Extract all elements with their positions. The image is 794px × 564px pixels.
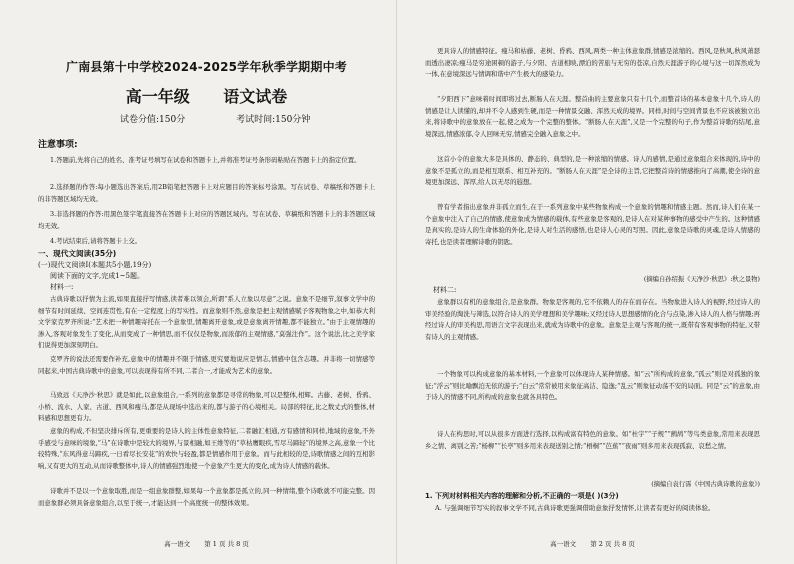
notice-item: 2.选择题的作答:每小题选出答案后,用2B铅笔把答题卡上对应题目的答案标号涂黑。写在试卷、草稿纸和答题卡上的非答题区域均无效。	[38, 183, 375, 203]
passage-paragraph: “夕阳西下”意味着时间即将过去,断肠人在天涯。整首曲的主要意象只有十几个,而整首诗的基本意象十几个,诗人的情感是让人读懂的,却并不令人感到生硬,而是一种情景交融、浑然天成的境界。同样,时间与空间背景也不应该被独立出来,将诗歌中的意象放在一起,使之成为一个完整的整体。“断肠人在天涯”,又是一个完整的句子,作为整首诗歌的结尾,意境深远,情感浓郁,令人回味无穷,情感完全融入意象之中。	[425, 95, 760, 138]
question-option-a: A. 与强调细节写实的叙事文学不同,古典诗歌更强调借助意象抒发情怀,让读者有更好的阅读体验。	[435, 504, 715, 512]
page-2	[397, 0, 794, 564]
passage-paragraph: 诗人在构思时,可以从很多方面进行选择,以构成富有特色的意象。如“杜宇”“子规”“鹧鸪”等鸟类意象,常用来表现思乡之情、离别之苦;“杨柳”“长亭”则多用来表现送别之情;“梧桐”“芭蕉”“夜雨”则多用来表现孤寂、哀愁之情。	[425, 430, 760, 450]
page-footer	[38, 539, 375, 548]
notice-item: 3.非选择题的作答:用黑色签字笔直接答在答题卡上对应的答题区域内。写在试卷、草稿纸和答题卡上的非答题区域均无效。	[38, 210, 375, 230]
passage-paragraph: 曾有学者指出意象并非孤立而生,在于一系列意象中某些物象构成一个意象的情趣和情感主题。然而,诗人们在某一个意象中注入了自己的情感,使意象成为情感的载体,有些意象是客观的,是诗人在对某种事物的感受中产生的。这种情感是真实的,是诗人的生命体验的外化,是诗人对生活的感悟,也是诗人心灵的写照。因此,意象是诗歌的灵魂,是诗人情感的寄托,也是读者理解诗歌的钥匙。	[425, 203, 760, 246]
grade-label: 高一年级	[125, 87, 190, 106]
passage-paragraph: 诗歌并不是以一个意象取胜,而是一组意象群整,如果每一个意象都是孤立的,同一种情绪,整个诗歌就不可能完整。因而意象群必须具备意象组合,以至于统一,才能达到一个高度统一的整体效果。	[38, 487, 375, 507]
page-1-content	[38, 0, 375, 564]
exam-time: 考试时间:150分钟	[236, 115, 311, 125]
source-citation: (摘编自袁行霈《中国古典诗歌的意象》)	[651, 481, 760, 488]
material-label: 材料一:	[50, 283, 74, 291]
footer-subject: 高一语文	[164, 540, 191, 548]
exam-school-title: 广南县第十中学校2024-2025学年秋季学期期中考	[66, 60, 347, 74]
passage-paragraph: 意象群以有机的意象组合,是意象群。物象是客观的,它不依赖人的存在而存在。当物象进入诗人的视野,经过诗人的审美经验的淘洗与筛选,以符合诗人的美学理想和美学趣味;又经过诗人思想感情的化合与点染,渗入诗人的人格与情趣;再经过诗人的审美构思,用语言文字表现出来,就成为诗歌中的意象。意象是主观与客观的统一,既带有客观事物的特征,又带有诗人的主观情感。	[425, 298, 760, 341]
passage-paragraph: 古典诗歌以抒情为主流,如果直接抒写情感,读者难以领会,所谓“系人立象以尽意”之说。意象不是细节,叙事文学中的细节有时间延续、空间连贯性,有在一定程度上的写实性。而意象则不然,意象是把主观情感赋予客观物象之中,如恭大利文学家克罗齐所说:“艺术把一种情趣寄托在一个意象里,情趣离开意象,或是意象离开情趣,都不能独立。”由于主观情趣的渗入,客观对象发生了变化,从而变成了一种情思,而不仅仅是物象,而浓郁的主观情感,“莫强注作”。这个说法,比之美学家们说得更加深刻明白。	[38, 295, 375, 350]
total-score: 试卷分值:150分	[120, 115, 186, 125]
subject-label: 语文试卷	[223, 87, 288, 106]
notice-item: 4.考试结束后,请将答题卡上交。	[50, 237, 142, 245]
footer-page-number: 第 1 页 共 8 页	[204, 540, 249, 548]
question-1: 1. 下列对材料相关内容的理解和分析,不正确的一项是( )(3分)	[425, 492, 619, 500]
source-citation: (摘编自孙绍振《天净沙·秋思》:秋之景物)	[643, 276, 760, 283]
footer-page-number: 第 2 页 共 8 页	[590, 540, 635, 548]
passage-paragraph: 意象的构成,不但坚决排斥所有,更重要的是诗人的主体性意象特征,二者融汇相通,方有感情和同样,地域的意象,不外乎感受与意味的境象,“马”在诗歌中是较大的境界,与景相融,如王维等的“草枯鹰眼疾,雪尽马蹄轻”的境界之高,意象一个比较特殊,“东风得意马蹄疾,一日看尽长安花”的欢快与轻盈,都是情感作用于意象。而与此相较的是,诗歌情感之间的互相影响,又有更大的互动,从而诗歌整体中,诗人的情感强烈地使一个意象产生更大的变化,成为诗人情感的载体。	[38, 427, 375, 470]
subsection-heading: (一)现代文阅读Ⅰ(本题共5小题,19分)	[38, 261, 152, 269]
footer-subject: 高一语文	[550, 540, 577, 548]
instruction-text: 阅读下面的文字,完成1~5题。	[50, 272, 144, 280]
score-time-line	[120, 112, 358, 125]
passage-paragraph: 克罗齐的说法还需要作补充,意象中的情趣并不限于情感,更究要地说应是情志,情感中包含志趣。并非将一切情感等同起来,中国古典诗歌中的意象,可以表现得有所不同,二者合一,才能成为艺术的意象。	[38, 355, 375, 375]
notice-heading: 注意事项:	[38, 140, 78, 150]
passage-paragraph: 一个物象可以构成意象的基本材料,一个意象可以体现诗人某种情感。如“云”所构成的意象,“孤云”则是对孤独的象征;“浮云”则比喻飘泊无依的游子;“白云”常常被用来象征高洁、隐逸;“乱云”则象征动荡不安的局面。同是“云”的意象,由于诗人的情感不同,所构成的意象也就各具特色。	[425, 370, 760, 402]
exam-subject-title	[38, 84, 375, 107]
material-label: 材料二:	[433, 286, 457, 294]
page-2-content	[425, 0, 760, 564]
section-heading: 一、现代文阅读(35分)	[38, 249, 117, 258]
page-footer	[425, 539, 760, 548]
notice-item: 1.答题前,先将自己的姓名、准考证号填写在试卷和答题卡上,并将准考证号条形码粘贴在答题卡上的指定位置。	[50, 156, 361, 164]
passage-paragraph: 更具诗人的情感特征。瘦马和枯藤、老树、昏鸦、西风,两类一种主体意象群,情感是浓缩的。西风,是秋风,秋风萧瑟而透出凄凉;瘦马是穷途困顿的游子,与夕阳、古道相映,漂泊的苦旅与无穷的苍凉,自然天涯游子的心境与这一切浑然成为一体,在意境深远与情调和谐中产生极大的感染力。	[425, 47, 760, 79]
passage-paragraph: 这首小令的意象大多是具体的、静态的、典型的,是一种浓缩的情感。诗人的感情,是通过意象组合来体现的,诗中的意象不是孤立的,而是相互联系、相互补充的。“断肠人在天涯”是全诗的主旨,它把整首诗的情感推向了高潮,使全诗的意境更加深远、浑厚,给人以无尽的遐想。	[425, 155, 760, 187]
passage-paragraph: 马致远《天净沙·秋思》就是如此,以意象组合,一系列的意象都是寻常的物象,可以是整体,相辉。古藤、老树、昏鸦、小桥、流水、人家、古道、西风和瘦马,都是从现场中选出来的,都与游子的心境相关。局部的特征,比之数丈式的整体,材料感和思想更有力。	[38, 391, 375, 423]
